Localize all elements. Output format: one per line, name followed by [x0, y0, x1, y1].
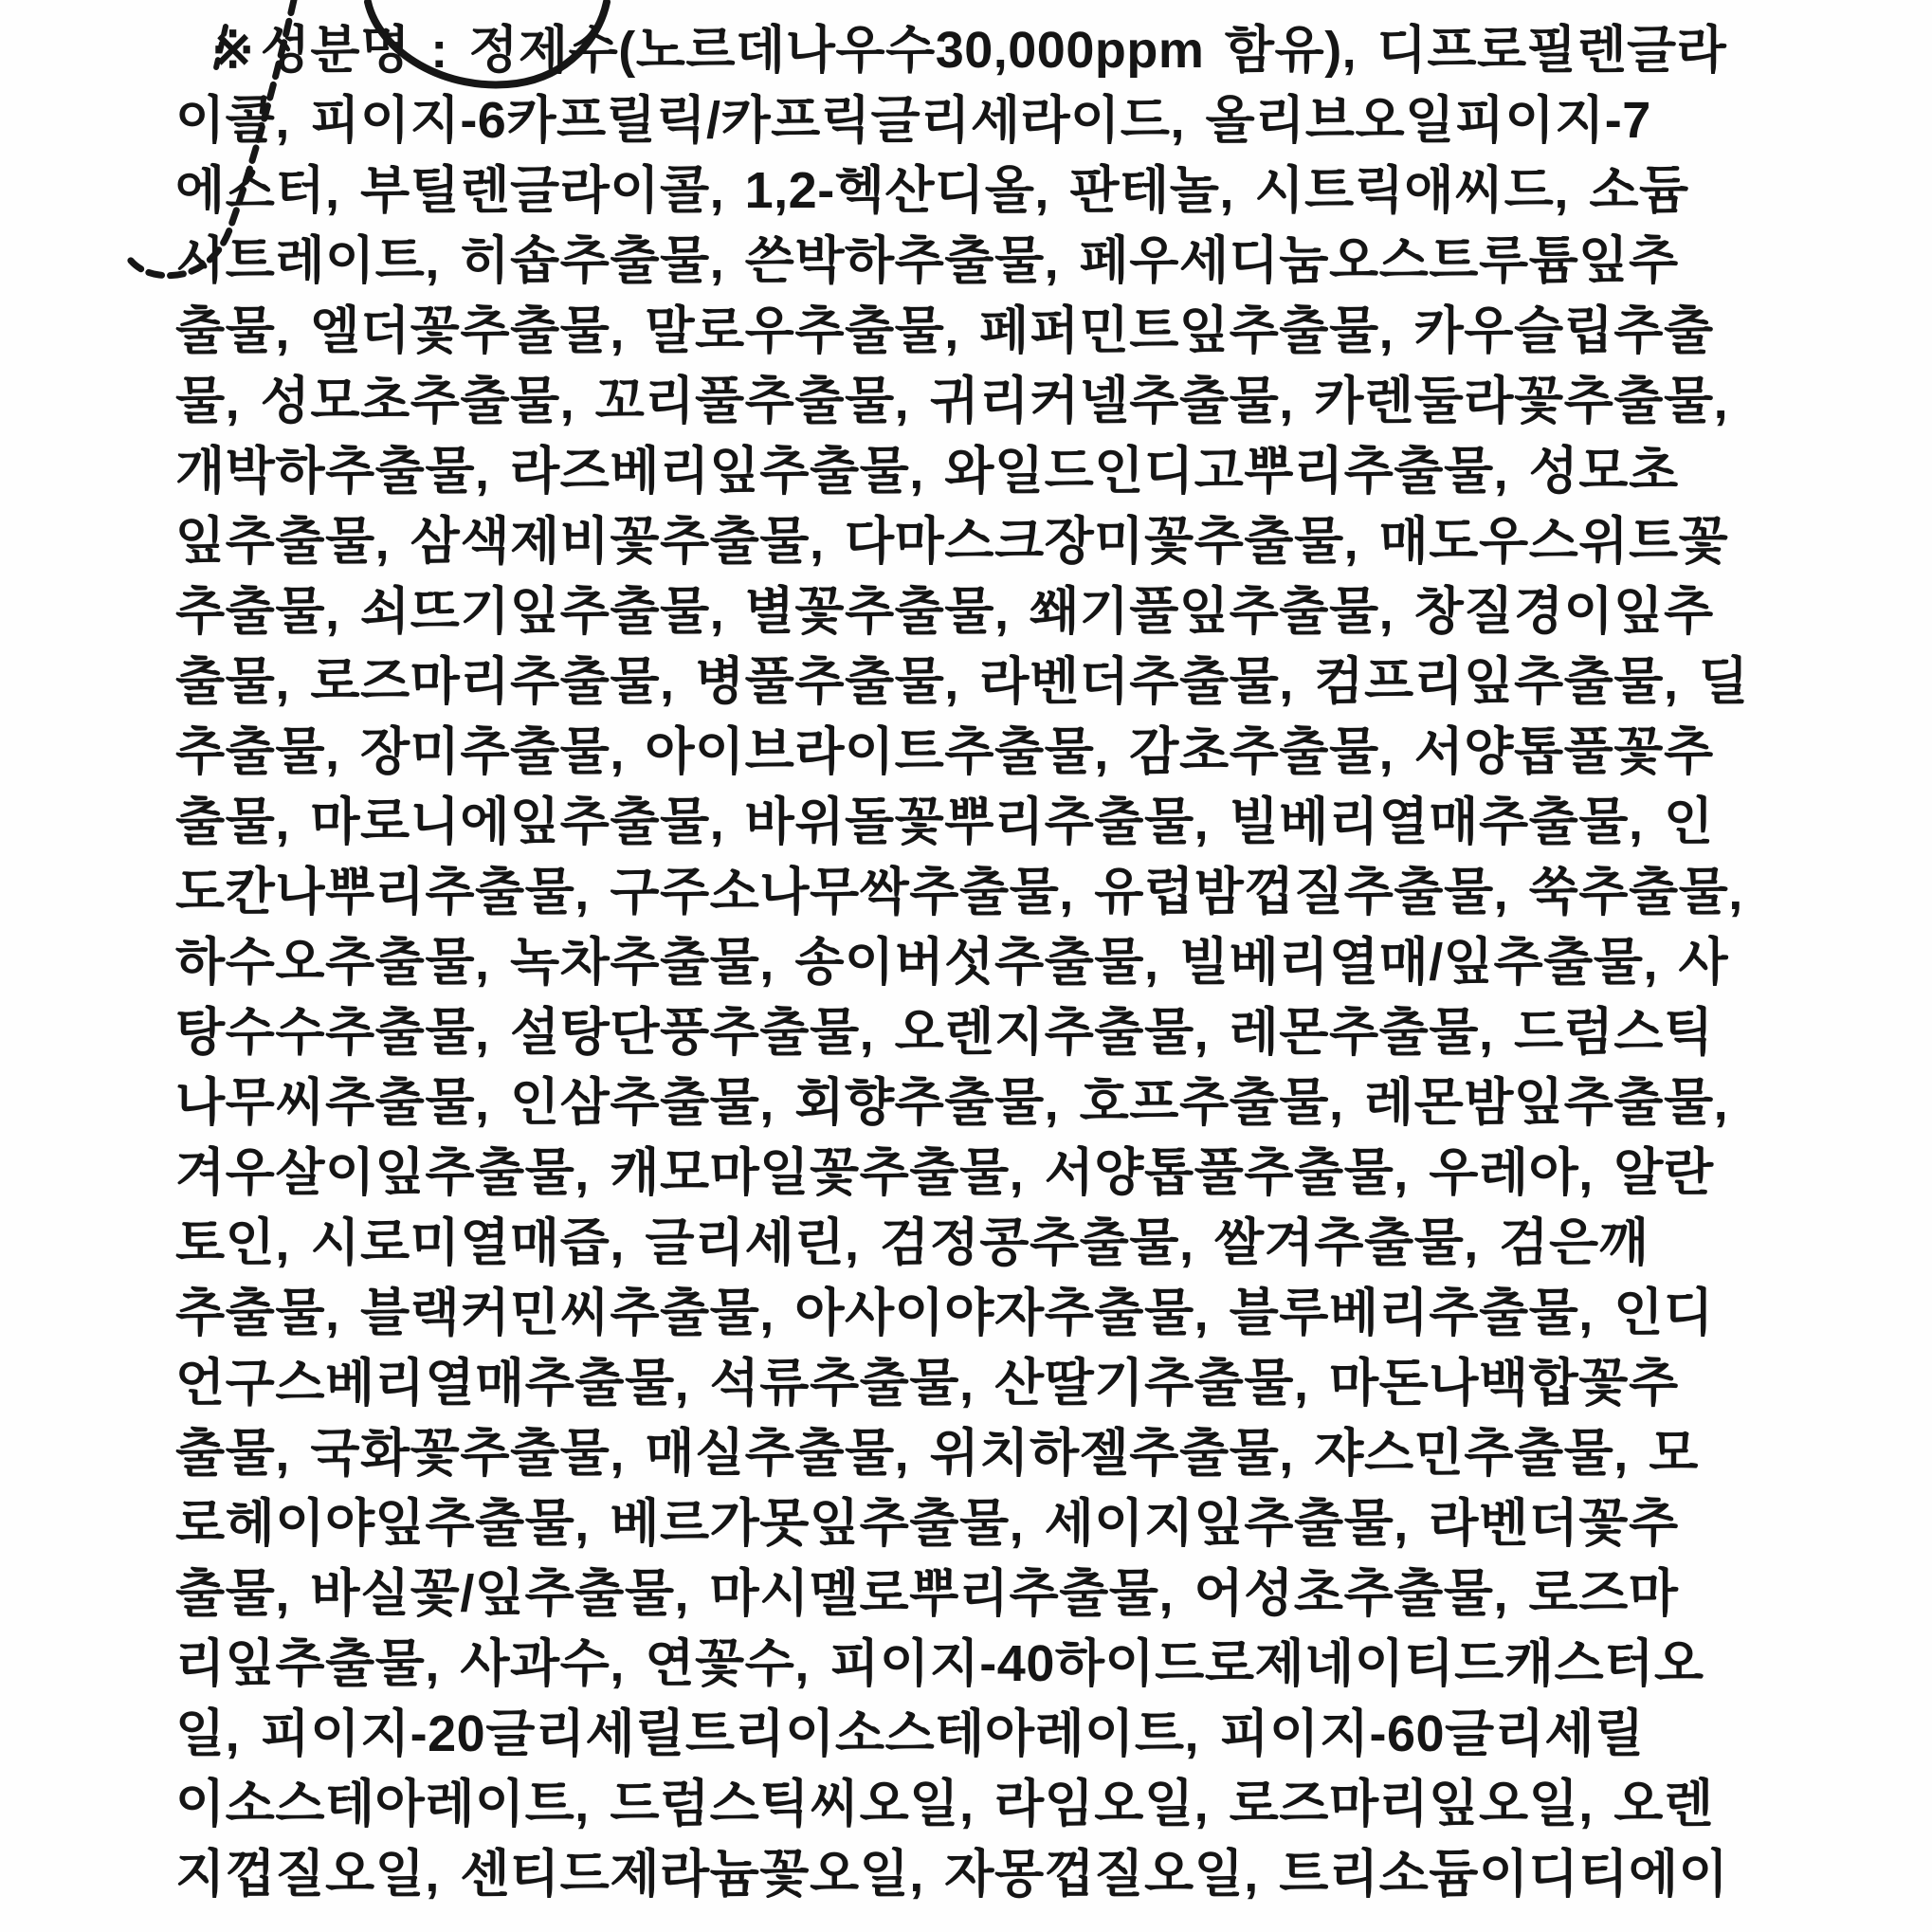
ingredient-line: 출물, 국화꽃추출물, 매실추출물, 위치하젤추출물, 쟈스민추출물, 모 [175, 1425, 1699, 1482]
ingredient-line: 로헤이야잎추출물, 베르가못잎추출물, 세이지잎추출물, 라벤더꽃추 [175, 1495, 1679, 1552]
label-separator: : [410, 22, 469, 79]
ingredient-line: 겨우살이잎추출물, 캐모마일꽃추출물, 서양톱풀추출물, 우레아, 알란 [175, 1144, 1714, 1201]
ingredient-line: 물, 성모초추출물, 꼬리풀추출물, 귀리커넬추출물, 카렌둘라꽃추출물, [175, 373, 1729, 429]
ingredient-line: 에스터, 부틸렌글라이콜, 1,2-헥산디올, 판테놀, 시트릭애씨드, 소듐 [175, 162, 1689, 219]
ingredient-line: 이소스테아레이트, 드럼스틱씨오일, 라임오일, 로즈마리잎오일, 오렌 [175, 1776, 1714, 1832]
asterisk-marker: ※ [211, 22, 255, 79]
ingredient-line: 언구스베리열매추출물, 석류추출물, 산딸기추출물, 마돈나백합꽃추 [175, 1355, 1679, 1412]
ingredient-line: 일, 피이지-20글리세릴트리이소스테아레이트, 피이지-60글리세릴 [175, 1705, 1645, 1762]
ingredient-line: 잎추출물, 삼색제비꽃추출물, 다마스크장미꽃추출물, 매도우스위트꽃 [175, 513, 1729, 570]
ingredient-line: 개박하추출물, 라즈베리잎추출물, 와일드인디고뿌리추출물, 성모초 [175, 443, 1679, 500]
line-text: 정제수(노르데나우수30,000ppm 함유), 디프로필렌글라 [468, 22, 1727, 79]
ingredient-line: 출물, 엘더꽃추출물, 말로우추출물, 페퍼민트잎추출물, 카우슬립추출 [175, 302, 1714, 359]
ingredient-line: 도칸나뿌리추출물, 구주소나무싹추출물, 유럽밤껍질추출물, 쑥추출물, [175, 864, 1743, 920]
ingredient-line: 출물, 바실꽃/잎추출물, 마시멜로뿌리추출물, 어성초추출물, 로즈마 [175, 1565, 1679, 1622]
ingredient-line: 하수오추출물, 녹차추출물, 송이버섯추출물, 빌베리열매/잎추출물, 사 [175, 934, 1729, 991]
ingredient-line: 시트레이트, 히솝추출물, 쓴박하추출물, 페우세디눔오스트루튬잎추 [175, 232, 1679, 289]
ingredient-line: 추출물, 장미추출물, 아이브라이트추출물, 감초추출물, 서양톱풀꽃추 [175, 723, 1714, 780]
ingredient-line: 탕수수추출물, 설탕단풍추출물, 오렌지추출물, 레몬추출물, 드럼스틱 [175, 1004, 1714, 1061]
ingredient-line: 추출물, 쇠뜨기잎추출물, 별꽃추출물, 쐐기풀잎추출물, 창질경이잎추 [175, 583, 1714, 640]
ingredient-text [175, 15, 1777, 1909]
ingredient-line: 토인, 시로미열매즙, 글리세린, 검정콩추출물, 쌀겨추출물, 검은깨 [175, 1214, 1649, 1271]
ingredient-line [175, 15, 1777, 85]
ingredient-line: 추출물, 블랙커민씨추출물, 아사이야자추출물, 블루베리추출물, 인디 [175, 1285, 1714, 1341]
ingredient-line: 지껍질오일, 센티드제라늄꽃오일, 자몽껍질오일, 트리소듐이디티에이 [175, 1846, 1729, 1903]
ingredient-line: 출물, 로즈마리추출물, 병풀추출물, 라벤더추출물, 컴프리잎추출물, 딜 [175, 653, 1749, 710]
ingredient-line: 리잎추출물, 사과수, 연꽃수, 피이지-40하이드로제네이티드캐스터오 [175, 1635, 1704, 1692]
section-label: 성분명 [260, 22, 410, 79]
ingredient-line: 나무씨추출물, 인삼추출물, 회향추출물, 호프추출물, 레몬밤잎추출물, [175, 1074, 1729, 1131]
ingredient-line: 이콜, 피이지-6카프릴릭/카프릭글리세라이드, 올리브오일피이지-7 [175, 92, 1651, 149]
ingredient-line: 출물, 마로니에잎추출물, 바위돌꽃뿌리추출물, 빌베리열매추출물, 인 [175, 793, 1714, 850]
